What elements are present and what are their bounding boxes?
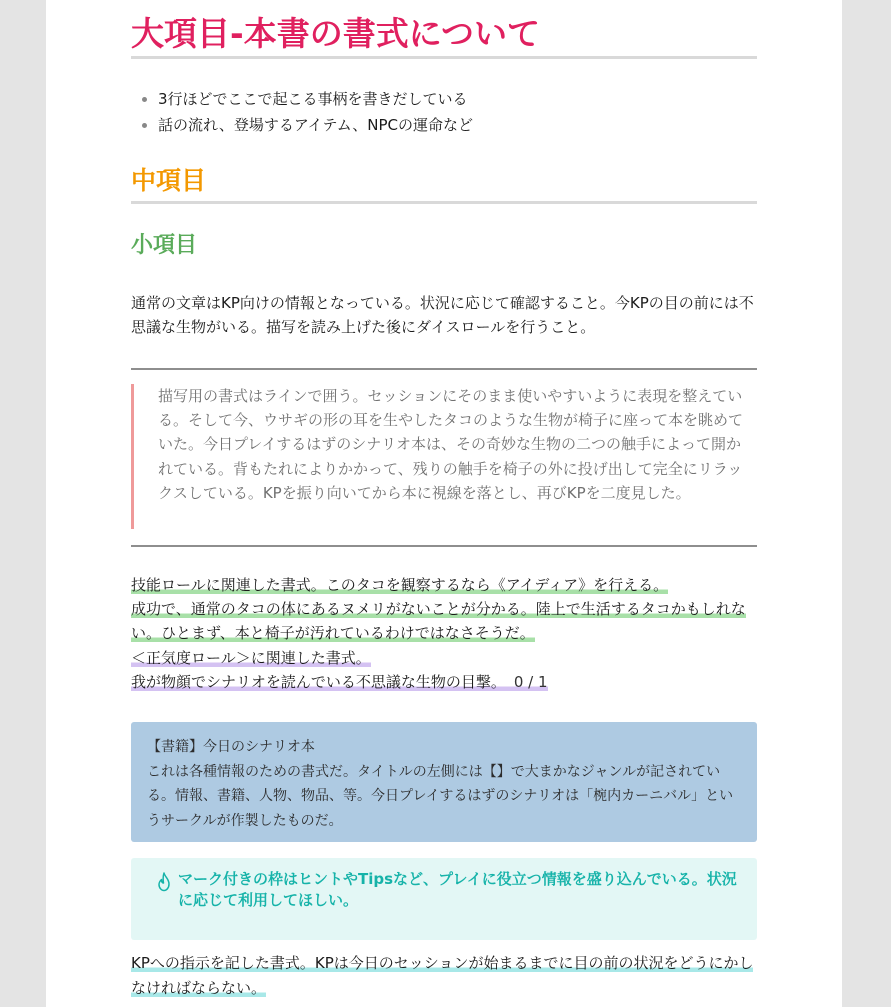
tip-box: [131, 858, 757, 940]
sanity-roll-detail: [131, 670, 757, 694]
info-box: [131, 722, 757, 842]
divider-bottom: [131, 545, 757, 547]
heading-main: 大項目-本書の書式について: [131, 14, 541, 53]
body-paragraph: 通常の文章はKP向けの情報となっている。状況に応じて確認すること。今KPの目の前には不思議な生物がいる。描写を読み上げた後にダイスロールを行うこと。: [131, 294, 754, 336]
summary-list-item: 話の流れ、登場するアイテム、NPCの運命など: [131, 112, 473, 138]
heading-middle-underline: [131, 201, 757, 204]
skill-roll-detail: 成功で、通常のタコの体にあるヌメリがないことが分かる。陸上で生活するタコかもしれない。ひとまず、本と椅子が汚れているわけではなさそうだ。: [131, 600, 746, 643]
divider-top: [131, 368, 757, 370]
info-box-title: 【書籍】今日のシナリオ本: [147, 739, 315, 755]
description-quote: 描写用の書式はラインで囲う。セッションにそのまま使いやすいように表現を整えている。そして今、ウサギの形の耳を生やしたタコのような生物が椅子に座って本を眺めていた。今日プレイするはずのシナリオ本は、その奇妙な生物の二つの触手によって開かれている。背もたれによりかかって、残りの触手を椅子の外に投げ出して完全にリラックスしている。KPを振り向いてから本に視線を落とし、再びKPを二度見した。: [131, 384, 757, 529]
sanity-loss-counter: 0 / 1: [513, 672, 548, 691]
document-page: [46, 0, 842, 1007]
tip-box-text: マーク付きの枠はヒントやTipsなど、プレイに役立つ情報を盛り込んでいる。状況に応じて利用してほしい。: [178, 870, 737, 909]
summary-list: [131, 86, 473, 138]
info-box-body: これは各種情報のための書式だ。タイトルの左側には【】で大まかなジャンルが記されている。情報、書籍、人物、物品、等。今日プレイするはずのシナリオは「椀内カーニバル」というサークルが作製したものだ。: [147, 763, 734, 829]
skill-roll-line: 技能ロールに関連した書式。このタコを観察するなら《アイディア》を行える。: [131, 576, 669, 594]
sanity-roll-line: ＜正気度ロール＞に関連した書式。: [131, 648, 371, 667]
summary-list-item: 3行ほどでここで起こる事柄を書きだしている: [131, 86, 473, 112]
fire-icon: [155, 872, 173, 892]
heading-middle: 中項目: [131, 166, 207, 195]
kp-instruction: KPへの指示を記した書式。KPは今日のセッションが始まるまでに目の前の状況をどうにかしなければならない。: [131, 954, 754, 997]
heading-small: 小項目: [131, 233, 198, 258]
heading-main-underline: [131, 56, 757, 59]
roll-section: [131, 573, 757, 694]
sanity-roll-text: 我が物顔でシナリオを読んでいる不思議な生物の目撃。: [131, 672, 506, 691]
